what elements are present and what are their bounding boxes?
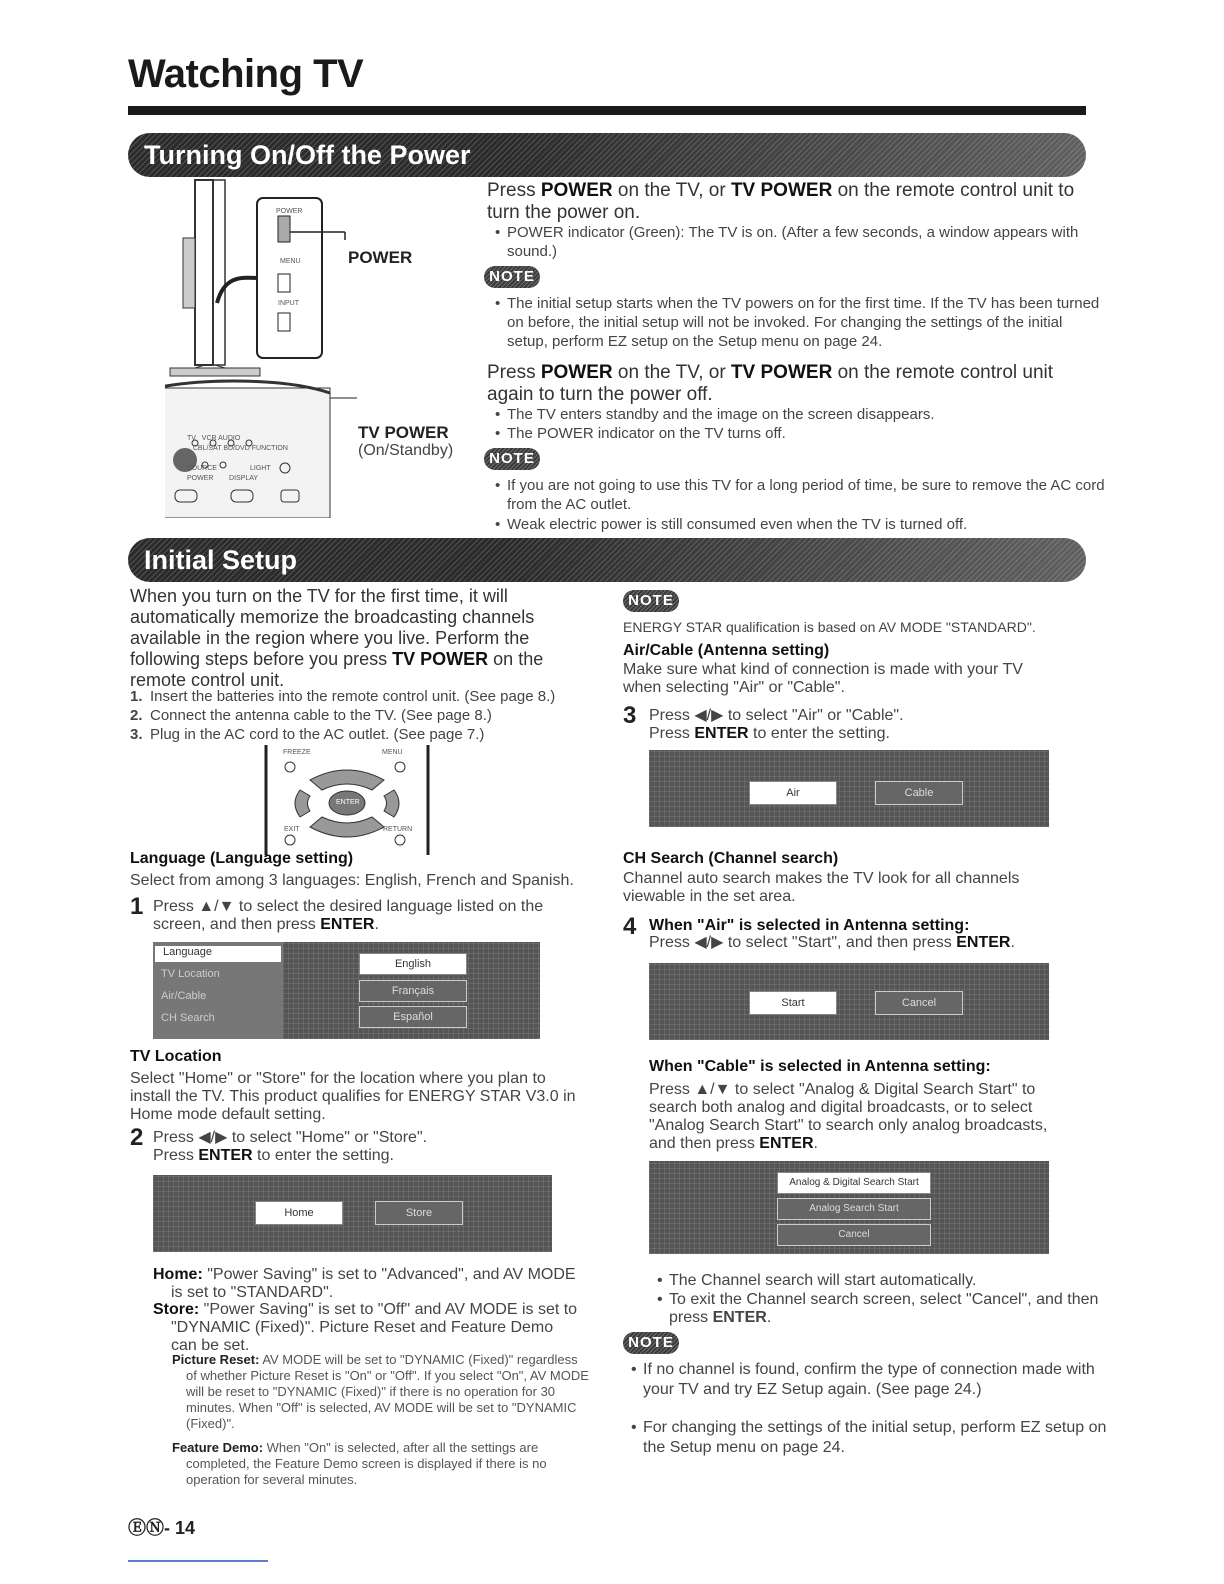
air-cable-step: Press ◀/▶ to select "Air" or "Cable". Press ENTER to enter the setting.: [649, 707, 904, 742]
note-text: • Weak electric power is still consumed even when the TV is turned off.: [487, 515, 1107, 534]
page-number: ⒺⓃ- 14: [128, 1518, 196, 1538]
note-text: • If you are not going to use this TV for a long period of time, be sure to remove the AC cord from the AC outlet.: [487, 476, 1107, 514]
home-desc: Home: "Power Saving" is set to "Advanced", and AV MODE is set to "STANDARD".: [153, 1266, 576, 1301]
air-cable-desc: Make sure what kind of connection is made with your TV when selecting "Air" or "Cable".: [623, 661, 1023, 696]
tv-location-screen: [153, 1175, 552, 1252]
power-off-text: Press POWER on the TV, or TV POWER on the remote control unit again to turn the power off.: [487, 362, 1054, 405]
ch-search-desc: Channel auto search makes the TV look for all channels viewable in the set area.: [623, 870, 1020, 905]
tv-power-label: TV POWER: [358, 423, 449, 442]
setup-intro: When you turn on the TV for the first time, it will automatically memorize the broadcasting channels available in the region where you live. Perform the following steps before you press TV POWER on the remote control unit.: [130, 586, 544, 690]
air-cable-screen: [649, 750, 1049, 827]
language-desc: Select from among 3 languages: English, French and Spanish.: [130, 872, 574, 889]
power-off-bullet-2: • The POWER indicator on the TV turns off.: [487, 424, 1097, 443]
power-off-bullet-1: • The TV enters standby and the image on the screen disappears.: [487, 405, 1097, 424]
menu-item[interactable]: TV Location: [161, 968, 220, 980]
store-desc: Store: "Power Saving" is set to "Off" and AV MODE is set to "DYNAMIC (Fixed)". Picture Reset and Feature Demo can be set.: [153, 1301, 578, 1354]
ch-search-bullet-2: • To exit the Channel search screen, select "Cancel", and then press ENTER.: [649, 1291, 1099, 1327]
setup-step-1: 1. Insert the batteries into the remote control unit. (See page 8.): [130, 688, 556, 705]
cable-selected-step: Press ▲/▼ to select "Analog & Digital Search Start" to search both analog and digital broadcasts, or to select "Analog Search Start" to search only analog broadcasts, and then press ENTER.: [649, 1081, 1048, 1152]
tv-location-desc: Select "Home" or "Store" for the location where you plan to install the TV. This product qualifies for ENERGY STAR V3.0 in Home mode default setting.: [130, 1070, 576, 1123]
btn-label-menu: MENU: [280, 258, 301, 265]
air-selected-title: When "Air" is selected in Antenna setting:: [649, 917, 970, 934]
air-search-screen: [649, 963, 1049, 1040]
page-title: Watching TV: [128, 52, 364, 96]
remote-return-label: RETURN: [383, 826, 413, 833]
tv-location-step: Press ◀/▶ to select "Home" or "Store". Press ENTER to enter the setting.: [153, 1129, 428, 1164]
option-espanol[interactable]: Español: [359, 1006, 467, 1028]
note-text: • If no channel is found, confirm the type of connection made with your TV and try EZ Setup again. (See page 24.): [623, 1360, 1113, 1400]
remote-freeze-label: FREEZE: [283, 749, 311, 756]
feature-demo-desc: Feature Demo: When "On" is selected, after all the settings are completed, the Feature Demo screen is displayed if there is no operation for several minutes.: [172, 1440, 547, 1487]
setup-step-2: 2. Connect the antenna cable to the TV. (See page 8.): [130, 707, 492, 724]
setup-step-3: 3. Plug in the AC cord to the AC outlet. (See page 7.): [130, 726, 485, 743]
language-title: Language (Language setting): [130, 850, 354, 867]
remote-keys: TV VCR AUDIO CBL/SAT BD/DVD FUNCTION SOURCE LIGHT POWER DISPLAY: [187, 435, 288, 482]
note-text: ENERGY STAR qualification is based on AV MODE "STANDARD".: [623, 619, 1036, 635]
option-cancel[interactable]: Cancel: [777, 1224, 931, 1246]
note-badge: NOTE: [623, 590, 679, 612]
remote-enter-label: ENTER: [336, 799, 360, 806]
ch-search-title: CH Search (Channel search): [623, 850, 839, 867]
language-step: Press ▲/▼ to select the desired language listed on the screen, and then press ENTER.: [153, 898, 544, 933]
menu-item[interactable]: CH Search: [161, 1012, 215, 1024]
menu-item[interactable]: Air/Cable: [161, 990, 207, 1002]
note-badge: NOTE: [484, 448, 540, 470]
option-cable[interactable]: Cable: [875, 781, 963, 805]
option-francais[interactable]: Français: [359, 980, 467, 1002]
ch-search-bullet-1: • The Channel search will start automatically.: [649, 1272, 1099, 1290]
option-english[interactable]: English: [359, 953, 467, 975]
cable-selected-title: When "Cable" is selected in Antenna setting:: [649, 1058, 991, 1075]
footer-line: [128, 1560, 268, 1562]
menu-item[interactable]: Language: [155, 946, 281, 962]
option-home[interactable]: Home: [255, 1201, 343, 1225]
tv-location-title: TV Location: [130, 1048, 222, 1065]
power-on-text: Press POWER on the TV, or TV POWER on the remote control unit to turn the power on.: [487, 180, 1075, 223]
option-store[interactable]: Store: [375, 1201, 463, 1225]
note-badge: NOTE: [623, 1332, 679, 1354]
btn-label-input: INPUT: [278, 300, 299, 307]
option-air[interactable]: Air: [749, 781, 837, 805]
note-text: • For changing the settings of the initial setup, perform EZ setup on the Setup menu on page 24.: [623, 1418, 1113, 1458]
air-selected-step: Press ◀/▶ to select "Start", and then press ENTER.: [649, 934, 1015, 951]
section-heading-setup: Initial Setup: [128, 538, 1086, 582]
option-cancel[interactable]: Cancel: [875, 991, 963, 1015]
remote-exit-label: EXIT: [284, 826, 300, 833]
tv-power-sublabel: (On/Standby): [358, 442, 454, 459]
step-number: 2: [130, 1124, 144, 1151]
step-number: 4: [623, 913, 637, 940]
step-number: 1: [130, 893, 144, 920]
option-start[interactable]: Start: [749, 991, 837, 1015]
option-analog-search[interactable]: Analog Search Start: [777, 1198, 931, 1220]
picture-reset-desc: Picture Reset: AV MODE will be set to "DYNAMIC (Fixed)" regardless of whether Picture Reset is "On" or "Off". If you select "On", AV MODE will be reset to "DYNAMIC (Fixed)" if there is no operation for 30 minutes. When "Off" is selected, AV MODE will be set to "DYNAMIC (Fixed)".: [172, 1352, 589, 1431]
section-heading-power: Turning On/Off the Power: [128, 133, 1086, 177]
btn-label-power: POWER: [276, 208, 303, 215]
title-rule: [128, 106, 1086, 115]
remote-menu-label: MENU: [382, 749, 403, 756]
cable-search-screen: [649, 1161, 1049, 1254]
option-analog-digital-search[interactable]: Analog & Digital Search Start: [777, 1172, 931, 1194]
step-number: 3: [623, 702, 637, 729]
note-text: • The initial setup starts when the TV powers on for the first time. If the TV has been turned on before, the initial setup will not be invoked. For changing the settings of the initial setup, perform EZ setup on the Setup menu on page 24.: [487, 294, 1107, 351]
note-badge: NOTE: [484, 266, 540, 288]
power-label: POWER: [348, 248, 413, 267]
power-on-bullet: • POWER indicator (Green): The TV is on. (After a few seconds, a window appears with sound.): [487, 223, 1087, 261]
air-cable-title: Air/Cable (Antenna setting): [623, 642, 830, 659]
language-screen: [153, 942, 540, 1039]
